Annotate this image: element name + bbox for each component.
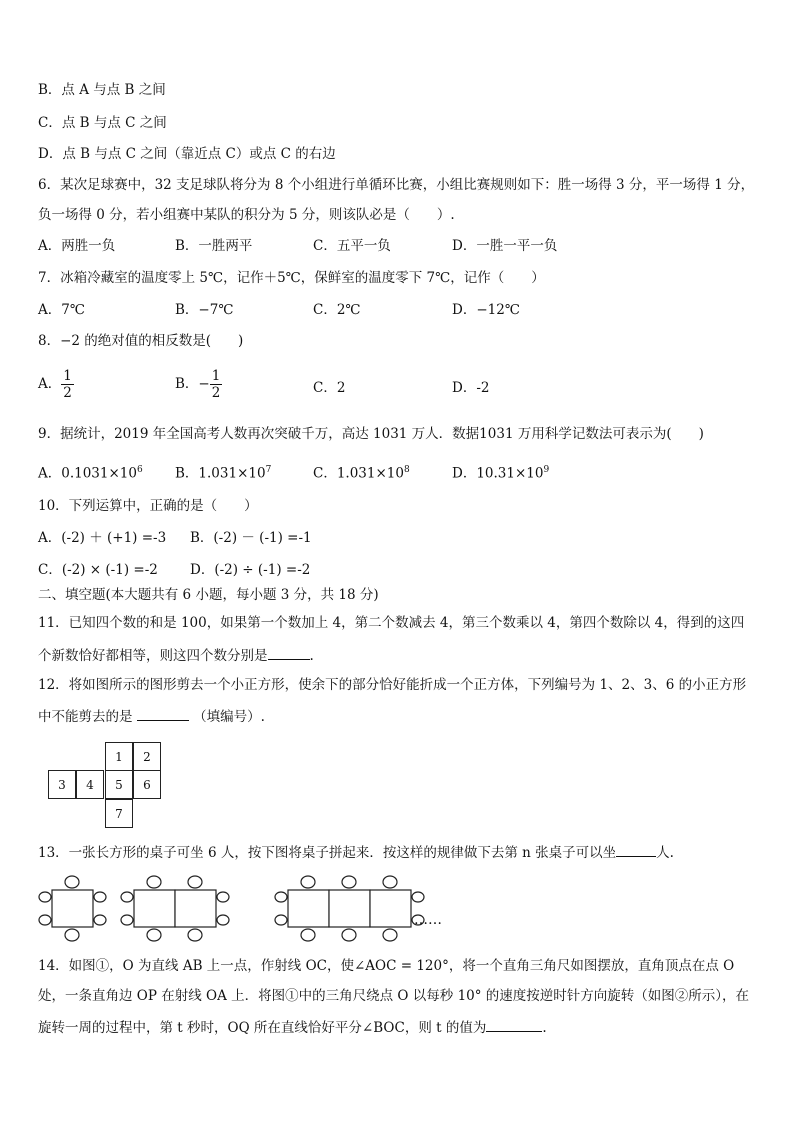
net-cell-6: 6 [133,770,161,799]
seat [188,876,202,888]
seat [94,915,106,925]
seat [121,915,133,925]
q9-option-d [452,460,549,484]
q14-stem-text: 旋转一周的过程中，第 t 秒时，OQ 所在直线恰好平分∠BOC，则 t 的值为 [38,1020,487,1036]
q14-stem-line1: 14．如图①，O 为直线 AB 上一点，作射线 OC，使∠AOC = 120°，将一个直角三角尺如图摆放，直角顶点在点 O [38,958,735,974]
seat [39,892,51,902]
tables-figure [36,872,452,944]
fraction-numerator: 1 [211,368,221,384]
fraction-numerator: 1 [63,368,72,384]
q13-stem-text: 13．一张长方形的桌子可坐 6 人，按下图将桌子拼起来．按这样的规律做下去第 n 张桌子可以坐 [38,845,617,861]
table-2-right [175,890,216,927]
q11-end-punct: . [309,648,314,664]
q9-option-a-base: A．0.1031×10 [38,465,137,482]
q9-option-b-base: B．1.031×10 [175,465,266,482]
seat [301,929,315,941]
q10-option-a: A．(-2) ＋ (+1) =-3 [38,530,167,546]
q9-option-b-exponent: 7 [265,465,272,475]
seat [147,876,161,888]
seat [301,876,315,888]
seat [39,915,51,925]
q10-option-c: C．(-2) × (-1) =-2 [38,562,158,578]
q10-stem: 10．下列运算中，正确的是（ ） [38,498,258,514]
q7-stem: 7．冰箱冷藏室的温度零上 5℃，记作＋5℃，保鲜室的温度零下 7℃，记作（ ） [38,270,545,286]
q6-option-c: C．五平一负 [313,238,391,254]
fraction-one-half [61,368,74,401]
continuation-dots: …… [414,912,442,928]
seat [94,892,106,902]
section-heading: 二、填空题(本大题共有 6 小题，每小题 3 分，共 18 分) [38,587,379,603]
q7-option-d: D．−12℃ [452,302,520,318]
seat [147,929,161,941]
fraction-denominator: 2 [211,385,221,401]
net-cell-2: 2 [133,742,161,771]
net-cell-7: 7 [105,799,133,828]
q9-option-a [38,460,143,484]
q7-option-c: C．2℃ [313,302,361,318]
q9-option-c-exponent: 8 [403,465,410,475]
seat [342,876,356,888]
q13-stem [38,842,674,863]
seat [65,876,79,888]
q7-option-a: A．7℃ [38,302,85,318]
q14-stem-line2: 处，一条直角边 OP 在射线 OA 上．将图①中的三角尺绕点 O 以每秒 10° 的速度按逆时针方向旋转（如图②所示），在 [38,988,750,1004]
q12-stem-line1: 12．将如图所示的图形剪去一个小正方形，使余下的部分恰好能折成一个正方体，下列编号为 1、2、3、6 的小正方形 [38,677,747,693]
q11-stem-line2 [38,645,314,666]
q6-stem-line2: 负一场得 0 分，若小组赛中某队的积分为 5 分，则该队必是（ ）. [38,207,455,223]
q11-stem-line1: 11．已知四个数的和是 100，如果第一个数加上 4，第二个数减去 4，第三个数乘以 4，第四个数除以 4，得到的这四 [38,615,745,631]
seat [217,892,229,902]
q8-option-a [38,368,74,401]
net-cell-5: 5 [105,770,133,799]
q9-option-c-base: C．1.031×10 [313,465,404,482]
q9-option-d-base: D．10.31×10 [452,465,544,482]
q8-stem: 8．−2 的绝对值的相反数是( ) [38,333,244,349]
seat [383,929,397,941]
q10-option-b: B．(-2) － (-1) =-1 [190,530,312,546]
seat [121,892,133,902]
q12-stem-line2 [38,706,265,727]
q8-option-c: C．2 [313,380,346,396]
seat [217,915,229,925]
q9-option-d-exponent: 9 [543,465,550,475]
q14-stem-line3 [38,1017,547,1038]
table-1 [52,890,93,927]
q6-option-b: B．一胜两平 [175,238,253,254]
q9-option-b [175,460,271,484]
table-3-right [370,890,411,927]
q12-stem-text: 中不能剪去的是 [38,709,133,725]
net-cell-1: 1 [105,742,133,771]
q5-option-b: B．点 A 与点 B 之间 [38,82,166,98]
q7-option-b: B．−7℃ [175,302,234,318]
q12-end-text: （填编号）. [193,709,265,725]
q10-option-d: D．(-2) ÷ (-1) =-2 [190,562,311,578]
q13-end-text: 人. [656,845,674,861]
q9-option-a-exponent: 6 [136,465,143,475]
q8-option-d: D．-2 [452,380,490,396]
net-cell-3: 3 [48,770,76,799]
q8-option-a-label: A． [38,376,62,392]
q14-end-punct: . [542,1020,547,1036]
answer-blank[interactable] [137,706,189,721]
q8-option-b-label: B．− [175,376,210,392]
q6-option-a: A．两胜一负 [38,238,116,254]
q8-option-b [175,368,222,401]
fraction-denominator: 2 [63,385,72,401]
q9-stem: 9．据统计，2019 年全国高考人数再次突破千万，高达 1031 万人．数据1031 万用科学记数法可表示为( ) [38,426,704,442]
answer-blank[interactable] [616,842,656,857]
table-3-mid [329,890,370,927]
q9-option-c [313,460,410,484]
q11-stem-text: 个新数恰好都相等，则这四个数分别是 [38,648,268,664]
net-cell-4: 4 [76,770,104,799]
table-2-left [134,890,175,927]
table-3-left [288,890,329,927]
seat [65,929,79,941]
seat [383,876,397,888]
seat [275,892,287,902]
q5-option-c: C．点 B 与点 C 之间 [38,115,167,131]
seat [275,915,287,925]
seat [342,929,356,941]
fraction-one-half [210,368,223,401]
seat [412,892,424,902]
q5-option-d: D．点 B 与点 C 之间（靠近点 C）或点 C 的右边 [38,146,336,162]
answer-blank[interactable] [486,1017,542,1032]
q6-stem-line1: 6．某次足球赛中，32 支足球队将分为 8 个小组进行单循环比赛，小组比赛规则如下：胜一场得 3 分，平一场得 1 分， [38,177,755,193]
seat [188,929,202,941]
answer-blank[interactable] [268,645,310,660]
q6-option-d: D．一胜一平一负 [452,238,558,254]
